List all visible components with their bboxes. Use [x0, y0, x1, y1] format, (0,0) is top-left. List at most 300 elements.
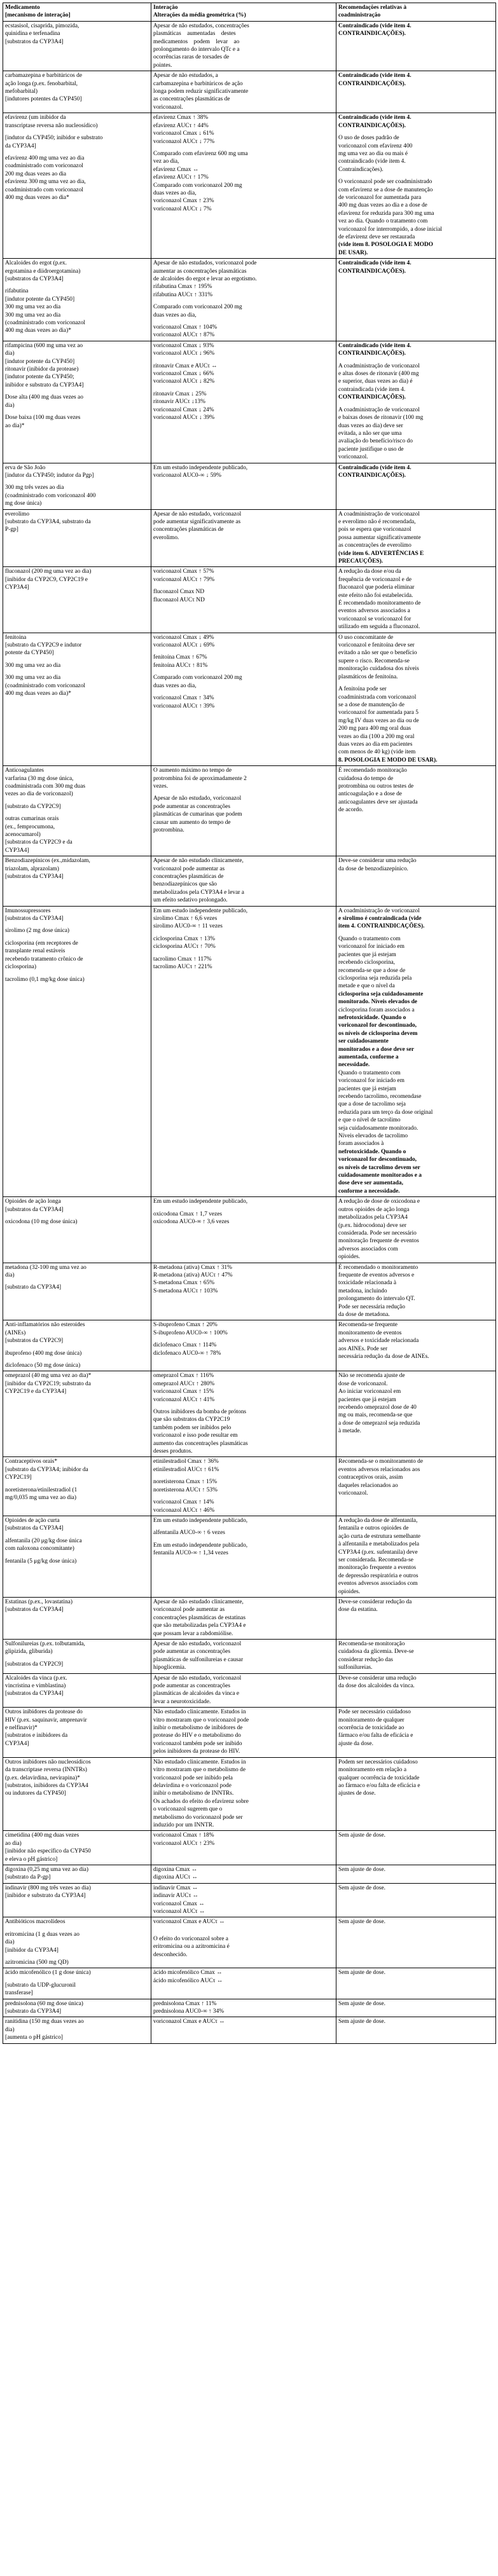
header-interaction-sub: Alterações da média geométrica (%) — [153, 12, 246, 19]
table-row — [3, 1371, 496, 1457]
cell-line: varfarina (30 mg dose única, — [5, 775, 74, 782]
cell-line: Os achados do efeito do efavirenz sobre — [153, 1798, 249, 1805]
cell-line: Contraindicado (vide item 4. — [338, 114, 412, 121]
drug-cell — [3, 1320, 151, 1371]
cell-line: e eleva o pH gástrico] — [5, 1856, 58, 1863]
cell-line: Apesar de não estudado, voriconazol — [153, 795, 242, 802]
cell-line: eritromicina (1 g duas vezes ao — [5, 1931, 80, 1938]
cell-line: A coadministração de voriconazol — [338, 406, 420, 413]
cell-line: fluconazol (200 mg uma vez ao dia) — [5, 568, 92, 575]
cell-line: [inibidor da CYP3A4] — [5, 1947, 59, 1954]
cell-line: Anticoagulantes — [5, 767, 44, 774]
cell-line — [5, 1482, 149, 1486]
cell-line: de acordo. — [338, 807, 364, 814]
cell-line: monitoramento de qualquer — [338, 1716, 405, 1723]
cell-line: voriconazol for iniciado em — [338, 1078, 405, 1085]
interaction-cell — [151, 113, 336, 259]
cell-line: fentanila AUC0-∞ ↑ 1,34 vezes — [153, 1550, 228, 1557]
cell-line: Apesar de não estudado, voriconazol — [153, 1641, 242, 1647]
cell-line — [5, 150, 149, 154]
cell-line: 400 mg duas vezes ao dia* — [5, 194, 69, 201]
table-row — [3, 21, 496, 71]
cell-line: (coadministrado com voriconazol — [5, 682, 85, 689]
cell-line: que a dose de tacrolimo seja — [338, 1101, 406, 1108]
cell-line: CYP3A4] — [5, 847, 29, 854]
cell-line: CONTRAINDICAÇÕES). — [338, 268, 406, 275]
cell-line: noretisterona Cmax ↑ 15% — [153, 1479, 218, 1486]
cell-line: concentrações plasmáticas de — [153, 874, 224, 880]
cell-line: e nelfinavir)* — [5, 1725, 38, 1732]
cell-line: voriconazol pode ser inibido pela — [153, 1774, 233, 1781]
cell-line: [substratos da CYP3A4] — [5, 1206, 64, 1213]
cell-line: voriconazol AUCτ ↑ 87% — [153, 332, 215, 339]
cell-line: ciclosporina seja cuidadosamente — [338, 990, 424, 997]
cell-line: monitoramento de eventos — [338, 1329, 402, 1336]
cell-line — [5, 669, 149, 674]
table-row — [3, 567, 496, 633]
cell-line — [5, 1533, 149, 1537]
interaction-cell — [151, 1865, 336, 1883]
cell-line: considerada. Pode ser necessário — [338, 1230, 417, 1237]
recommendation-cell — [336, 906, 496, 1197]
recommendation-cell — [336, 1708, 496, 1757]
cell-line: voriconazol for iniciado em — [338, 943, 405, 950]
cell-line: [aumenta o pH gástrico] — [5, 2034, 63, 2041]
cell-line: tacrolimo AUCτ ↑ 221% — [153, 964, 212, 971]
cell-line: hipoglicemia. — [153, 1664, 186, 1671]
cell-line: omeprazol AUCτ ↑ 280% — [153, 1380, 215, 1387]
cell-line: eventos adversos relacionados aos — [338, 1466, 420, 1473]
cell-line: acenocumarol) — [5, 832, 41, 838]
cell-line: vitro mostraram que o voriconazol pode — [153, 1716, 249, 1723]
cell-line: efavirenz AUCτ ↑ 17% — [153, 174, 209, 181]
cell-line: Em um estudo independente publicado, — [153, 1517, 248, 1524]
cell-line: também podem ser inibidos pelo — [153, 1424, 232, 1431]
cell-line: CONTRAINDICAÇÕES). — [338, 80, 406, 87]
cell-line: ranitidina (150 mg duas vezes ao — [5, 2018, 84, 2025]
cell-line: voriconazol Cmax ↓ 49% — [153, 634, 214, 641]
cell-line: 300 mg uma vez ao dia — [5, 662, 61, 669]
cell-line: 300 mg três vezes ao dia — [5, 484, 64, 491]
cell-line: voriconazol Cmax ↑ 23% — [153, 198, 214, 205]
drug-cell — [3, 341, 151, 463]
cell-line: [substrato da CYP3A4, substrato da — [5, 518, 91, 525]
cell-line: oxicodona (10 mg dose única) — [5, 1219, 78, 1226]
cell-line: ao fármaco e/ou falta de eficácia e — [338, 1782, 420, 1789]
table-row — [3, 856, 496, 906]
drug-cell — [3, 1831, 151, 1865]
cell-line: cuidadosa do tempo de — [338, 775, 394, 782]
drug-cell — [3, 1999, 151, 2017]
cell-line — [153, 690, 334, 694]
cell-line: evitado a não ser que o benefício — [338, 650, 417, 657]
cell-line: 200 mg duas vezes ao dia — [5, 170, 67, 177]
cell-line: A redução da dose de alfentanila, — [338, 1517, 418, 1524]
cell-line: contraceptivos orais, assim — [338, 1474, 403, 1481]
cell-line: vincristina e vimblastina) — [5, 1683, 66, 1690]
cell-line: Dose baixa (100 mg duas vezes — [5, 414, 81, 421]
cell-line: ação longa (p.ex. fenobarbital, — [5, 80, 78, 87]
cell-line: Outros inibidores não nucleosídicos — [5, 1758, 91, 1765]
cell-line: 8. POSOLOGIA E MODO DE USAR). — [338, 757, 438, 764]
table-row — [3, 71, 496, 113]
cell-line: de efavirenz deve ser restaurada — [338, 233, 415, 240]
cell-line: Apesar de não estudado, voriconazol — [153, 510, 242, 517]
cell-line — [338, 174, 494, 178]
cell-line: sirolimo (2 mg dose única) — [5, 928, 70, 935]
interaction-cell — [151, 906, 336, 1197]
cell-line: as concentrações de everolimo — [338, 542, 412, 549]
cell-line: coadministrada com voriconazol — [338, 694, 417, 701]
cell-line — [5, 130, 149, 134]
drug-cell — [3, 1673, 151, 1708]
cell-line: É recomendado monitoração — [338, 767, 407, 774]
recommendation-cell — [336, 1197, 496, 1263]
cell-line: omeprazol Cmax ↑ 116% — [153, 1373, 214, 1380]
cell-line: à metade. — [338, 1428, 361, 1435]
cell-line: mg/0,035 mg uma vez ao dia) — [5, 1495, 76, 1502]
cell-line: plasmáticas de alcaloides da vinca e — [153, 1690, 240, 1697]
cell-line: (p.ex. delavirdina, nevirapina)* — [5, 1774, 80, 1781]
cell-line: de voriconazol for aumentada para — [338, 194, 422, 201]
cell-line: com menos de 40 kg) (vide item — [338, 749, 416, 756]
cell-line: pacientes que já estejam — [338, 1085, 396, 1092]
cell-line: levar a neurotoxicidade. — [153, 1698, 211, 1705]
cell-line: [substratos da CYP3A4] — [5, 1690, 64, 1697]
cell-line: Comparado com voriconazol 200 mg — [153, 675, 242, 682]
cell-line: pode aumentar as concentrações — [153, 803, 231, 810]
cell-line: transcriptase reversa não nucleosídico) — [5, 122, 98, 129]
interaction-cell — [151, 463, 336, 509]
cell-line — [153, 319, 334, 324]
cell-line: S-metadona AUCτ ↑ 103% — [153, 1287, 218, 1294]
cell-line: duas vezes ao dia, — [153, 312, 197, 319]
recommendation-cell — [336, 1371, 496, 1457]
cell-line: fentanila (5 μg/kg dose única) — [5, 1558, 77, 1565]
cell-line — [153, 1931, 334, 1935]
cell-line: Pode ser necessário cuidadoso — [338, 1709, 411, 1716]
drug-cell — [3, 1516, 151, 1597]
cell-line: mefobarbital) — [5, 88, 38, 95]
cell-line — [153, 1494, 334, 1498]
cell-line: efavirenz (um inibidor da — [5, 114, 66, 121]
cell-line: A fenitoína pode ser — [338, 686, 387, 693]
cell-line: e altas doses de ritonavir (400 mg — [338, 371, 419, 378]
cell-line: mg uma vez ao dia ou mais é — [338, 150, 408, 157]
interaction-cell — [151, 1831, 336, 1865]
cell-line: voriconazol AUCτ ↓ 96% — [153, 350, 215, 357]
cell-line: Sem ajuste de dose. — [338, 1832, 385, 1839]
cell-line: pelos inibidores da protease do HIV. — [153, 1748, 240, 1755]
cell-line: A coadministração de voriconazol — [338, 907, 420, 914]
cell-line: ácido micofenólico Cmax ↔ — [153, 1970, 223, 1977]
table-row — [3, 1917, 496, 1968]
interaction-table-container — [3, 3, 495, 2044]
cell-line: coadministrado com voriconazol — [5, 163, 83, 170]
cell-line: ação curta de estrutura semelhante — [338, 1533, 421, 1540]
cell-line: protrombina ou outros testes de — [338, 783, 414, 790]
table-row — [3, 1708, 496, 1757]
cell-line: avaliação do benefício/risco do — [338, 438, 413, 445]
cell-line — [153, 1206, 334, 1210]
header-drug-title: Medicamento — [5, 4, 40, 11]
cell-line: Anti-inflamatórios não esteroides — [5, 1322, 85, 1329]
interaction-cell — [151, 567, 336, 633]
cell-line: diclofenaco AUC0-∞ ↑ 78% — [153, 1350, 221, 1357]
cell-line: supere o risco. Recomenda-se — [338, 657, 410, 664]
cell-line — [153, 931, 334, 935]
cell-line: duas vezes ao dia) deve ser — [338, 422, 403, 429]
table-row — [3, 1597, 496, 1639]
cell-line: eventos adversos associados a — [338, 608, 410, 615]
cell-line: efavirenz for reduzida para 300 mg uma — [338, 210, 434, 217]
cell-line: 200 mg para 400 mg oral duas — [338, 725, 412, 732]
cell-line: Opioides de ação longa — [5, 1198, 61, 1205]
cell-line: omeprazol (40 mg uma vez ao dia)* — [5, 1373, 92, 1380]
cell-line: 300 mg uma vez ao dia — [5, 675, 61, 682]
cell-line: voriconazol AUCτ ↓ 7% — [153, 205, 212, 212]
cell-line — [338, 358, 494, 362]
cell-line: voriconazol Cmax ↑ 14% — [153, 1499, 214, 1506]
cell-line: plasmáticas aumentadas destes — [153, 31, 236, 38]
cell-line: ocorrência de toxicidade ao — [338, 1725, 405, 1732]
cell-line: Apesar de não estudados, a — [153, 72, 218, 79]
cell-line — [153, 1537, 334, 1542]
cell-line: Em um estudo independente publicado, — [153, 464, 248, 471]
cell-line: Em um estudo independente publicado, — [153, 907, 248, 914]
cell-line: recebendo ciclosporina, — [338, 959, 396, 966]
interaction-cell — [151, 259, 336, 341]
cell-line: reduzida para um terço da dose original — [338, 1109, 433, 1116]
cell-line: e sirolimo é contraindicada (vide — [338, 915, 422, 922]
cell-line: fluconazol AUCτ ND — [153, 596, 205, 603]
cell-line: duas vezes ao dia em pacientes — [338, 741, 413, 748]
drug-cell — [3, 567, 151, 633]
cell-line: carbamazepina e barbitúricos de — [5, 72, 83, 79]
interaction-cell — [151, 1640, 336, 1674]
cell-line: [substrato da CYP3A4; inibidor da — [5, 1466, 88, 1473]
cell-line: tacrolimo (0,1 mg/kg dose única) — [5, 976, 85, 983]
cell-line: Imunossupressores — [5, 907, 51, 914]
table-row — [3, 463, 496, 509]
cell-line: rifabutina AUCτ ↑ 331% — [153, 291, 213, 298]
cell-line: Ao iniciar voriconazol em — [338, 1388, 401, 1395]
cell-line: ser cuidadosamente — [338, 1038, 389, 1045]
cell-line: com efavirenz se a dose de manutenção — [338, 186, 433, 193]
cell-line — [5, 1926, 149, 1931]
interaction-cell — [151, 1320, 336, 1371]
cell-line: ergotamina e diidroergotamina) — [5, 268, 81, 275]
cell-line: glipizida, gliburida) — [5, 1648, 53, 1655]
cell-line: efavirenz 300 mg uma vez ao dia, — [5, 179, 86, 186]
cell-line: indinavir (800 mg três vezes ao dia) — [5, 1884, 91, 1891]
cell-line: (p.ex. hidrocodona) deve ser — [338, 1222, 406, 1229]
interaction-cell — [151, 1883, 336, 1917]
cell-line: pois se espera que voriconazol — [338, 526, 412, 533]
recommendation-cell — [336, 567, 496, 633]
cell-line: e baixas doses de ritonavir (100 mg — [338, 414, 424, 421]
cell-line: Antibióticos macrolídeos — [5, 1919, 66, 1926]
cell-line: voriconazol. — [153, 104, 183, 111]
cell-line — [153, 649, 334, 654]
cell-line: quinidina e terfenadina — [5, 31, 60, 38]
cell-line: duas vezes ao dia, — [153, 189, 197, 196]
cell-line: [substratos da CYP3A4] — [5, 38, 64, 45]
cell-line: Sem ajuste de dose. — [338, 1970, 385, 1977]
table-row — [3, 1757, 496, 1831]
cell-line: outros opioides de ação longa — [338, 1206, 410, 1213]
table-row — [3, 1640, 496, 1674]
cell-line: [indutor da CYP450; indutor da Pgp] — [5, 472, 94, 479]
cell-line: pacientes que já estejam — [338, 951, 396, 958]
cell-line: efavirenz AUCτ ↑ 44% — [153, 122, 209, 129]
cell-line: ao dia)* — [5, 422, 25, 429]
cell-line: CONTRAINDICAÇÕES). — [338, 394, 406, 401]
cell-line: mg dose única) — [5, 500, 42, 507]
table-row — [3, 1263, 496, 1320]
cell-line: opioides. — [338, 1588, 361, 1595]
cell-line: Contraindicado (vide item 4. — [338, 22, 412, 29]
cell-line: noretisterona/etinilestradiol (1 — [5, 1486, 78, 1493]
table-row — [3, 1883, 496, 1917]
cell-line: sirolimo Cmax ↑ 6,6 vezes — [153, 915, 218, 922]
cell-line — [153, 669, 334, 674]
cell-line: plasmáticas de sulfonilureias e causar — [153, 1656, 244, 1663]
cell-line: diclofenaco Cmax ↑ 114% — [153, 1342, 217, 1349]
cell-line: voriconazol Cmax ↓ 61% — [153, 130, 214, 137]
recommendation-cell — [336, 1597, 496, 1639]
interaction-cell — [151, 2017, 336, 2043]
table-row — [3, 1197, 496, 1263]
header-interaction-title: Interação — [153, 4, 178, 11]
cell-line: recebendo tratamento crônico de — [5, 956, 83, 963]
cell-line — [5, 1954, 149, 1959]
cell-line: ciclosporina AUCτ ↑ 70% — [153, 943, 216, 950]
cell-line: transplante renal estáveis — [5, 948, 66, 955]
table-row — [3, 509, 496, 567]
cell-line: voriconazol AUCτ ↓ 69% — [153, 642, 215, 649]
cell-line: Recomenda-se frequente — [338, 1322, 398, 1329]
cell-line: Contraindicações). — [338, 166, 384, 173]
cell-line: fenitoína Cmax ↑ 67% — [153, 654, 207, 661]
recommendation-cell — [336, 766, 496, 856]
cell-line: CONTRAINDICAÇÕES). — [338, 122, 406, 129]
cell-line: Em um estudo independente publicado, — [153, 1542, 248, 1549]
interaction-table — [3, 3, 496, 2044]
interaction-cell — [151, 71, 336, 113]
cell-line: [substratos da CYP2C9 e da — [5, 839, 73, 846]
cell-line: S-ibuprofeno AUC0-∞ ↑ 100% — [153, 1329, 228, 1336]
cell-line: aos AINEs. Pode ser — [338, 1345, 388, 1352]
drug-cell — [3, 1640, 151, 1674]
cell-line: potente da CYP450] — [5, 650, 54, 657]
cell-line: cimetidina (400 mg duas vezes — [5, 1832, 80, 1839]
cell-line: longa podem reduzir significativamente — [153, 88, 249, 95]
cell-line: eritromicina ou a azitromicina é — [153, 1943, 230, 1950]
cell-line: [inibidor da CYP2C9, CYP2C19 e — [5, 576, 88, 583]
cell-line: [substratos da CYP2C9] — [5, 1338, 64, 1345]
cell-line: coadministrado com voriconazol — [5, 186, 83, 193]
cell-line: [substrato da UDP-glucuronil — [5, 1982, 76, 1989]
cell-line: possa aumentar significativamente — [338, 534, 421, 541]
cell-line: 300 mg uma vez ao dia — [5, 304, 61, 311]
cell-line: voriconazol. — [338, 454, 368, 461]
recommendation-cell — [336, 856, 496, 906]
cell-line: necessária redução da dose de AINEs. — [338, 1353, 429, 1360]
table-row — [3, 1968, 496, 1999]
table-row — [3, 1865, 496, 1883]
cell-line: etinilestradiol Cmax ↑ 36% — [153, 1458, 219, 1465]
table-row — [3, 259, 496, 341]
cell-line — [5, 1553, 149, 1558]
cell-line — [338, 681, 494, 685]
cell-line: ácido micofenólico AUCτ ↔ — [153, 1977, 223, 1984]
cell-line: O uso concomitante de — [338, 634, 394, 641]
cell-line — [5, 389, 149, 394]
cell-line — [153, 1337, 334, 1341]
cell-line: recomenda-se que a dose de — [338, 967, 406, 974]
cell-line: os níveis de ciclosporina devem — [338, 1030, 418, 1037]
drug-cell — [3, 1883, 151, 1917]
interaction-cell — [151, 1968, 336, 1999]
cell-line: nefrotoxicidade. Quando o — [338, 1148, 406, 1155]
drug-cell — [3, 1197, 151, 1263]
drug-cell — [3, 633, 151, 766]
cell-line: metabolismo do voriconazol pode ser — [153, 1814, 243, 1821]
cell-line: 300 mg uma vez ao dia — [5, 312, 61, 319]
cell-line: Estatinas (p.ex., lovastatina) — [5, 1598, 73, 1605]
cell-line: A redução da dose e/ou da — [338, 568, 401, 575]
cell-line: nefrotoxicidade. Quando o — [338, 1014, 406, 1021]
cell-line: Comparado com efavirenz 600 mg uma — [153, 150, 248, 157]
cell-line: HIV (p.ex. saquinavir, amprenavir — [5, 1716, 87, 1723]
cell-line: eventos adversos associados com — [338, 1580, 418, 1587]
cell-line — [153, 1404, 334, 1408]
drug-cell — [3, 1708, 151, 1757]
cell-line: toxicidade relacionada à — [338, 1280, 397, 1287]
cell-line — [5, 1357, 149, 1362]
cell-line: etinilestradiol AUCτ ↑ 61% — [153, 1466, 219, 1473]
cell-line: vezes ao dia de voriconazol) — [5, 791, 73, 798]
cell-line: pode aumentar significativamente as — [153, 518, 241, 525]
cell-line: que são substratos da CYP2C19 — [153, 1416, 230, 1423]
cell-line: [substrato da CYP2C9 e indutor — [5, 642, 82, 649]
cell-line: voriconazol Cmax ↔ — [153, 1900, 205, 1907]
cell-line: erva de São João — [5, 464, 46, 471]
cell-line: Recomenda-se monitoração — [338, 1641, 405, 1647]
drug-cell — [3, 113, 151, 259]
cell-line: voriconazol também pode ser inibido — [153, 1740, 242, 1747]
cell-line: Contraindicado (vide item 4. — [338, 464, 412, 471]
cell-line — [5, 935, 149, 940]
cell-line: o voriconazol sugerem que o — [153, 1806, 223, 1813]
cell-line: voriconazol Cmax ↑ 57% — [153, 568, 214, 575]
cell-line: sirolimo AUC0-∞ ↑ 11 vezes — [153, 923, 223, 930]
recommendation-cell — [336, 509, 496, 567]
cell-line: R-metadona (ativa) AUCτ ↑ 47% — [153, 1271, 233, 1278]
cell-line: metabolizados pela CYP3A4 e levar a — [153, 889, 244, 896]
recommendation-cell — [336, 71, 496, 113]
cell-line: ciclosporina Cmax ↑ 13% — [153, 935, 216, 942]
cell-line — [153, 146, 334, 150]
recommendation-cell — [336, 1263, 496, 1320]
cell-line: voriconazol AUCτ ↓ 77% — [153, 138, 215, 145]
cell-line: protease do HIV e o metabolismo do — [153, 1732, 241, 1739]
cell-line: voriconazol e isso pode resultar em — [153, 1432, 238, 1439]
cell-line: ecstasisol, cisaprida, pimozida, — [5, 22, 80, 29]
cell-line: os níveis de tacrolimo devem ser — [338, 1164, 420, 1171]
cell-line: [substratos e inibidores da — [5, 1732, 68, 1739]
